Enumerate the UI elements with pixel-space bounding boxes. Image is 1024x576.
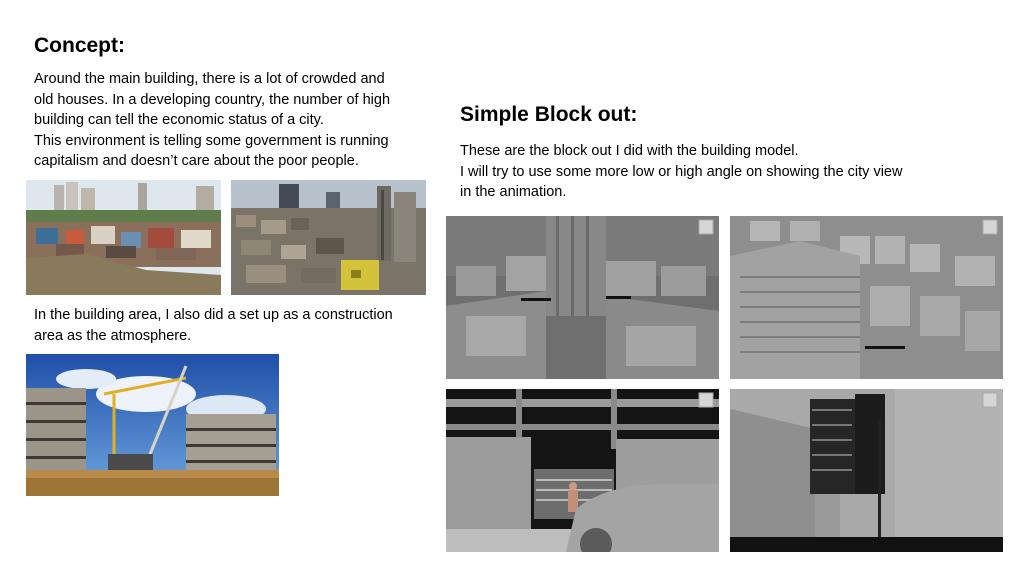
viewport-render-tower-aerial [730,216,1003,379]
concept-line: capitalism and doesn’t care about the poor people. [34,153,359,169]
construction-line: In the building area, I also did a set up as a construction [34,307,393,323]
viewport-render-dark-towers [730,389,1003,552]
slum-river-photo [26,180,221,295]
construction-site-photo [26,354,279,496]
viewport-render-car-figure [446,389,719,552]
concept-line: old houses. In a developing country, the number of high [34,91,391,108]
city-aerial-photo [231,180,426,295]
concept-title: Concept: [34,34,125,57]
blockout-paragraph [460,141,902,203]
concept-line: Around the main building, there is a lot of crowded and [34,71,385,87]
concept-paragraph [34,69,390,172]
construction-line: area as the atmosphere. [34,327,192,344]
blockout-title: Simple Block out: [460,103,638,126]
construction-paragraph [34,305,393,346]
blockout-line: in the animation. [460,184,567,200]
blockout-line: I will try to use some more low or high angle on showing the city view [460,163,903,180]
viewport-render-street-blocks [446,216,719,379]
concept-line: This environment is telling some government is running [34,132,389,149]
concept-line: building can tell the economic status of a city. [34,112,324,128]
blockout-line: These are the block out I did with the building model. [460,143,799,159]
